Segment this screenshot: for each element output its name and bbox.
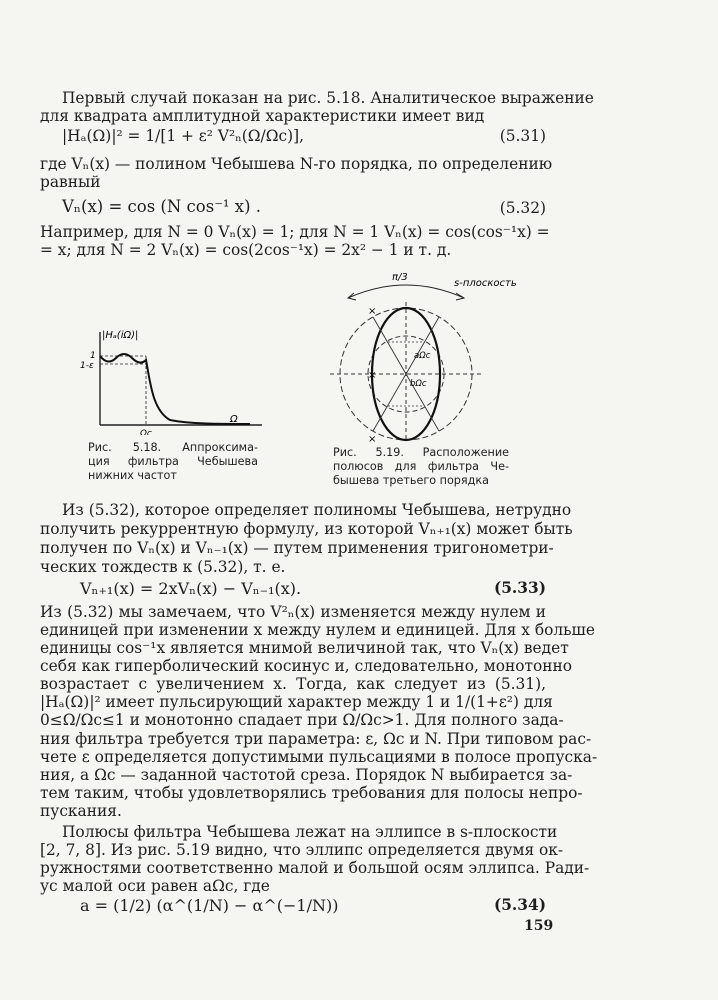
figure-5-18 (80, 320, 270, 435)
equation-5-34: a = (1/2) (α^(1/N) − α^(−1/N)) (80, 896, 339, 915)
pole-marker-2: × (368, 370, 377, 381)
paragraph6-line1: Полюсы фильтра Чебышева лежат на эллипсе в s-плоскости (62, 823, 558, 841)
axis-y-label: |Hₐ(iΩ)| (102, 330, 139, 341)
paragraph5-line4: себя как гиперболический косинус и, следовательно, монотонно (40, 657, 573, 675)
paragraph1-line2: для квадрата амплитудной характеристики имеет вид (40, 107, 485, 125)
paragraph5-line9: чете ε определяется допустимыми пульсациями в полосе пропуска- (40, 748, 598, 766)
paragraph2-line2: равный (40, 173, 101, 191)
radial-line-3 (373, 374, 406, 431)
paragraph6-line2: [2, 7, 8]. Из рис. 5.19 видно, что эллипс определяется двумя ок- (40, 841, 564, 859)
plane-label: s-плоскость (454, 278, 517, 289)
paragraph1-line1: Первый случай показан на рис. 5.18. Аналитическое выражение (62, 89, 594, 107)
paragraph5-line1: Из (5.32) мы замечаем, что V²ₙ(x) изменяется между нулем и (40, 603, 546, 621)
paragraph5-line10: ния, а Ωc — заданной частотой среза. Порядок N выбирается за- (40, 766, 573, 784)
paragraph5-line2: единицей при изменении x между нулем и единицей. Для x больше (40, 621, 595, 639)
tick-1-label: 1 (90, 351, 96, 361)
equation-5-31: |Hₐ(Ω)|² = 1/[1 + ε² V²ₙ(Ω/Ωc)], (62, 127, 305, 145)
paragraph6-line4: ус малой оси равен aΩc, где (40, 877, 270, 895)
paragraph4-line1: Из (5.32), которое определяет полиномы Чебышева, нетрудно (62, 501, 572, 519)
b-omega-label: bΩc (410, 379, 427, 389)
angle-arc (348, 285, 464, 298)
equation-5-33: Vₙ₊₁(x) = 2xVₙ(x) − Vₙ₋₁(x). (80, 579, 302, 598)
response-curve (100, 354, 250, 424)
fig519-caption-line3: бышева третьего порядка (333, 474, 489, 487)
paragraph5-line3: единицы cos⁻¹x является мнимой величиной так, что Vₙ(x) ведет (40, 639, 569, 657)
paragraph4-line4: ческих тождеств к (5.32), т. е. (40, 558, 286, 576)
equation-number-5-34: (5.34) (493, 896, 546, 914)
pole-marker-1: × (368, 306, 377, 317)
page-number: 159 (524, 918, 554, 934)
fig518-caption-line1: Рис. 5.18. Аппроксима- (88, 441, 258, 454)
tick-omega-c-label: Ωc (140, 429, 152, 435)
pole-marker-3: × (368, 434, 377, 442)
paragraph3-line2: = x; для N = 2 Vₙ(x) = cos(2cos⁻¹x) = 2x² − 1 и т. д. (40, 241, 452, 259)
fig518-caption-line3: нижних частот (88, 469, 177, 482)
paragraph5-line11: тем таким, чтобы удовлетворялись требования для полосы непро- (40, 784, 583, 802)
equation-number-5-32: (5.32) (499, 199, 546, 217)
paragraph5-line7: 0≤Ω/Ωc≤1 и монотонно спадает при Ω/Ωc>1. Для полного зада- (40, 711, 564, 729)
angle-label: π/3 (392, 272, 408, 283)
paragraph3-line1: Например, для N = 0 Vₙ(x) = 1; для N = 1 Vₙ(x) = cos(cos⁻¹x) = (40, 223, 550, 241)
paragraph5-line12: пускания. (40, 802, 122, 820)
radial-line-1 (373, 317, 406, 374)
equation-number-5-33: (5.33) (493, 579, 546, 597)
paragraph5-line5: возрастает с увеличением x. Тогда, как следует из (5.31), (40, 675, 546, 693)
radial-line-2 (406, 317, 439, 374)
a-omega-label: aΩc (414, 351, 431, 361)
paragraph6-line3: ружностями соответственно малой и большой осям эллипса. Ради- (40, 859, 590, 877)
tick-1-eps-label: 1-ε (80, 361, 94, 371)
fig519-caption-line2: полюсов для фильтра Че- (333, 460, 509, 473)
fig518-caption-line2: ция фильтра Чебышева (88, 455, 258, 468)
equation-number-5-31: (5.31) (499, 127, 546, 145)
figure-5-19 (326, 262, 526, 442)
axis-x-label: Ω (230, 414, 238, 425)
paragraph4-line2: получить рекуррентную формулу, из которой Vₙ₊₁(x) может быть (40, 520, 573, 538)
paragraph5-line6: |Hₐ(Ω)|² имеет пульсирующий характер между 1 и 1/(1+ε²) для (40, 693, 553, 711)
equation-5-32: Vₙ(x) = cos (N cos⁻¹ x) . (62, 197, 261, 216)
paragraph2-line1: где Vₙ(x) — полином Чебышева N-го порядка, по определению (40, 155, 553, 173)
paragraph5-line8: ния фильтра требуется три параметра: ε, Ωc и N. При типовом рас- (40, 730, 592, 748)
fig519-caption-line1: Рис. 5.19. Расположение (333, 446, 509, 459)
paragraph4-line3: получен по Vₙ(x) и Vₙ₋₁(x) — путем применения тригонометри- (40, 539, 554, 557)
